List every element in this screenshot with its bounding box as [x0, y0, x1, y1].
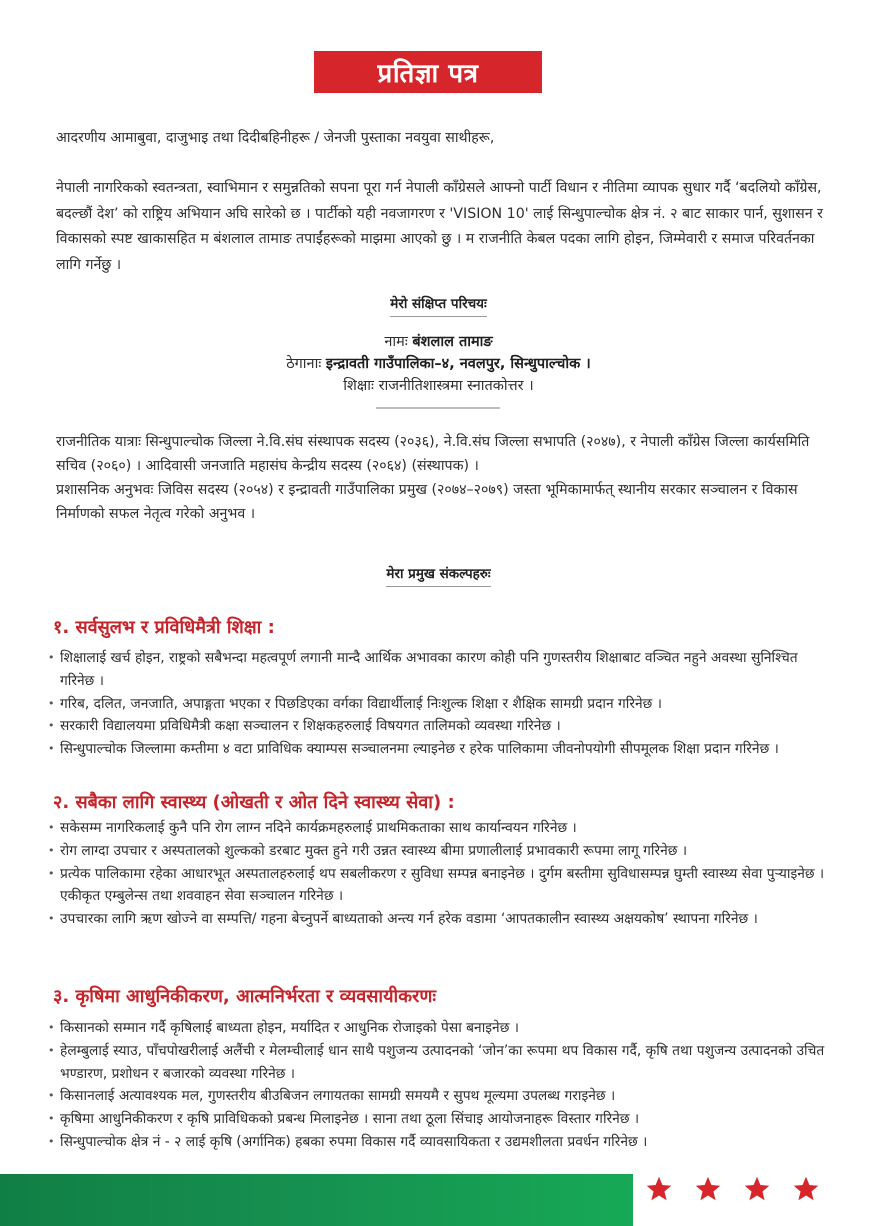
section-title-health: २. सबैका लागि स्वास्थ्य (ओखती र ओत दिने स्वास्थ्य सेवा) :	[53, 792, 455, 813]
star-icon	[694, 1175, 722, 1203]
star-icon	[743, 1175, 771, 1203]
list-item: • सकेसम्म नागरिकलाई कुनै पनि रोग लाग्न नदिने कार्यक्रमहरुलाई प्राथमिकताका साथ कार्यान्वयन गरिनेछ ।	[46, 817, 831, 840]
bio-address-value: इन्द्रावती गाउँपालिका–४, नवलपुर, सिन्धुपाल्चोक ।	[325, 356, 591, 372]
list-item: • सरकारी विद्यालयमा प्रविधिमैत्री कक्षा सञ्चालन र शिक्षकहरुलाई विषयगत तालिमको व्यवस्था गरिनेछ ।	[46, 715, 831, 738]
education-list	[46, 647, 831, 761]
health-list	[46, 817, 831, 931]
bio-heading: मेरो संक्षिप्त परिचयः	[390, 294, 486, 317]
footer-stars	[645, 1172, 820, 1206]
agriculture-list	[46, 1017, 831, 1154]
list-item: • हेलम्बुलाई स्याउ, पाँचपोखरीलाई अलैंची र मेलम्चीलाई धान साथै पशुजन्य उत्पादनको ‘जोन’का रूपमा थप विकास गर्दै, कृषि तथा पशुजन्य उत्पादनको उचित भण्डारण, प्रशोधन र बजारको व्यवस्था गरिनेछ ।	[46, 1040, 831, 1086]
bio-address-line	[0, 353, 877, 375]
list-item: • सिन्धुपाल्चोक क्षेत्र नं - २ लाई कृषि (अर्गानिक) हबका रुपमा विकास गर्दै व्यावसायिकता र उद्यमशीलता प्रवर्धन गरिनेछ ।	[46, 1131, 831, 1154]
list-item: • शिक्षालाई खर्च होइन, राष्ट्रको सबैभन्दा महत्वपूर्ण लगानी मान्दै आर्थिक अभावका कारण कोही पनि गुणस्तरीय शिक्षाबाट वञ्चित नहुने अवस्था सुनिश्चित गरिनेछ ।	[46, 647, 831, 693]
list-item: • कृषिमा आधुनिकीकरण र कृषि प्राविधिकको प्रबन्ध मिलाइनेछ । साना तथा ठूला सिंचाइ आयोजनाहरू विस्तार गरिनेछ ।	[46, 1108, 831, 1131]
salutation: आदरणीय आमाबुवा, दाजुभाइ तथा दिदीबहिनीहरू / जेनजी पुस्ताका नवयुवा साथीहरू,	[56, 130, 495, 146]
bio-education-value: राजनीतिशास्त्रमा स्नातकोत्तर ।	[378, 378, 534, 394]
list-item: • रोग लाग्दा उपचार र अस्पतालको शुल्कको डरबाट मुक्त हुने गरी उन्नत स्वास्थ्य बीमा प्रणालीलाई प्रभावकारी रूपमा लागू गरिनेछ ।	[46, 840, 831, 863]
section-title-agriculture: ३. कृषिमा आधुनिकीकरण, आत्मनिर्भरता र व्यवसायीकरणः	[53, 986, 437, 1007]
star-icon	[645, 1175, 673, 1203]
list-item: • किसानको सम्मान गर्दै कृषिलाई बाध्यता होइन, मर्यादित र आधुनिक रोजाइको पेसा बनाइनेछ ।	[46, 1017, 831, 1040]
bio-name-line	[0, 331, 877, 353]
plans-heading-wrap	[0, 563, 877, 587]
section-title-education: १. सर्वसुलभ र प्रविधिमैत्री शिक्षा :	[53, 617, 275, 638]
bio-name-label: नामः	[384, 334, 408, 350]
bio-name-value: बंशलाल तामाङ	[412, 334, 493, 350]
star-icon	[792, 1175, 820, 1203]
career-block	[56, 430, 826, 526]
bio-education-line	[0, 375, 877, 397]
bio-address-label: ठेगानाः	[286, 356, 322, 372]
list-item: • उपचारका लागि ऋण खोज्ने वा सम्पत्ति/ गहना बेच्नुपर्ने बाध्यताको अन्त्य गर्न हरेक वडामा ‘आपतकालीन स्वास्थ्य अक्षयकोष’ स्थापना गरिनेछ ।	[46, 908, 831, 931]
intro-paragraph: नेपाली नागरिकको स्वतन्त्रता, स्वाभिमान र समुन्नतिको सपना पूरा गर्न नेपाली काँग्रेसले आफ्नो पार्टी विधान र नीतिमा व्यापक सुधार गर्दै ‘बदलियो काँग्रेस, बदल्छौं देश’ को राष्ट्रिय अभियान अघि सारेको छ । पार्टीको यही नवजागरण र 'VISION 10' लाई सिन्धुपाल्चोक क्षेत्र नं. २ बाट साकार पार्न, सुशासन र विकासको स्पष्ट खाकासहित म बंशलाल तामाङ तपाईंहरूको माझमा आएको छु । म राजनीति केबल पदका लागि होइन, जिम्मेवारी र समाज परिवर्तनका लागि गर्नेछु ।	[56, 180, 823, 273]
list-item: • गरिब, दलित, जनजाति, अपाङ्गता भएका र पिछडिएका वर्गका विद्यार्थीलाई निःशुल्क शिक्षा र शैक्षिक सामग्री प्रदान गरिनेछ ।	[46, 693, 831, 716]
career-administrative: प्रशासनिक अनुभवः जिविस सदस्य (२०५४) र इन्द्रावती गाउँपालिका प्रमुख (२०७४–२०७९) जस्ता भूमिकामार्फत् स्थानीय सरकार सञ्चालन र विकास निर्माणको सफल नेतृत्व गरेको अनुभव ।	[56, 482, 798, 522]
list-item: • सिन्धुपाल्चोक जिल्लामा कम्तीमा ४ वटा प्राविधिक क्याम्पस सञ्चालनमा ल्याइनेछ र हरेक पालिकामा जीवनोपयोगी सीपमूलक शिक्षा प्रदान गरिनेछ ।	[46, 738, 831, 761]
document-title: प्रतिज्ञा पत्र	[314, 51, 542, 93]
list-item: • प्रत्येक पालिकामा रहेका आधारभूत अस्पतालहरुलाई थप सबलीकरण र सुविधा सम्पन्न बनाइनेछ । दुर्गम बस्तीमा सुविधासम्पन्न घुम्ती स्वास्थ्य सेवा पुर्‍याइनेछ । एकीकृत एम्बुलेन्स तथा शववाहन सेवा सञ्चालन गरिनेछ ।	[46, 863, 831, 909]
bio-divider	[376, 407, 500, 409]
career-political: राजनीतिक यात्राः सिन्धुपाल्चोक जिल्ला ने.वि.संघ संस्थापक सदस्य (२०३६), ने.वि.संघ जिल्ला सभापति (२०४७), र नेपाली काँग्रेस जिल्ला कार्यसमिति सचिव (२०६०) । आदिवासी जनजाति महासंघ केन्द्रीय सदस्य (२०६४) (संस्थापक) ।	[56, 434, 810, 474]
plans-heading: मेरा प्रमुख संकल्पहरुः	[386, 564, 490, 587]
bio-education-label: शिक्षाः	[343, 378, 374, 394]
bio-details	[0, 331, 877, 397]
footer-green-bar	[0, 1174, 633, 1226]
list-item: • किसानलाई अत्यावश्यक मल, गुणस्तरीय बीउबिजन लगायतका सामग्री समयमै र सुपथ मूल्यमा उपलब्ध गराइनेछ ।	[46, 1085, 831, 1108]
bio-heading-wrap	[0, 293, 877, 317]
